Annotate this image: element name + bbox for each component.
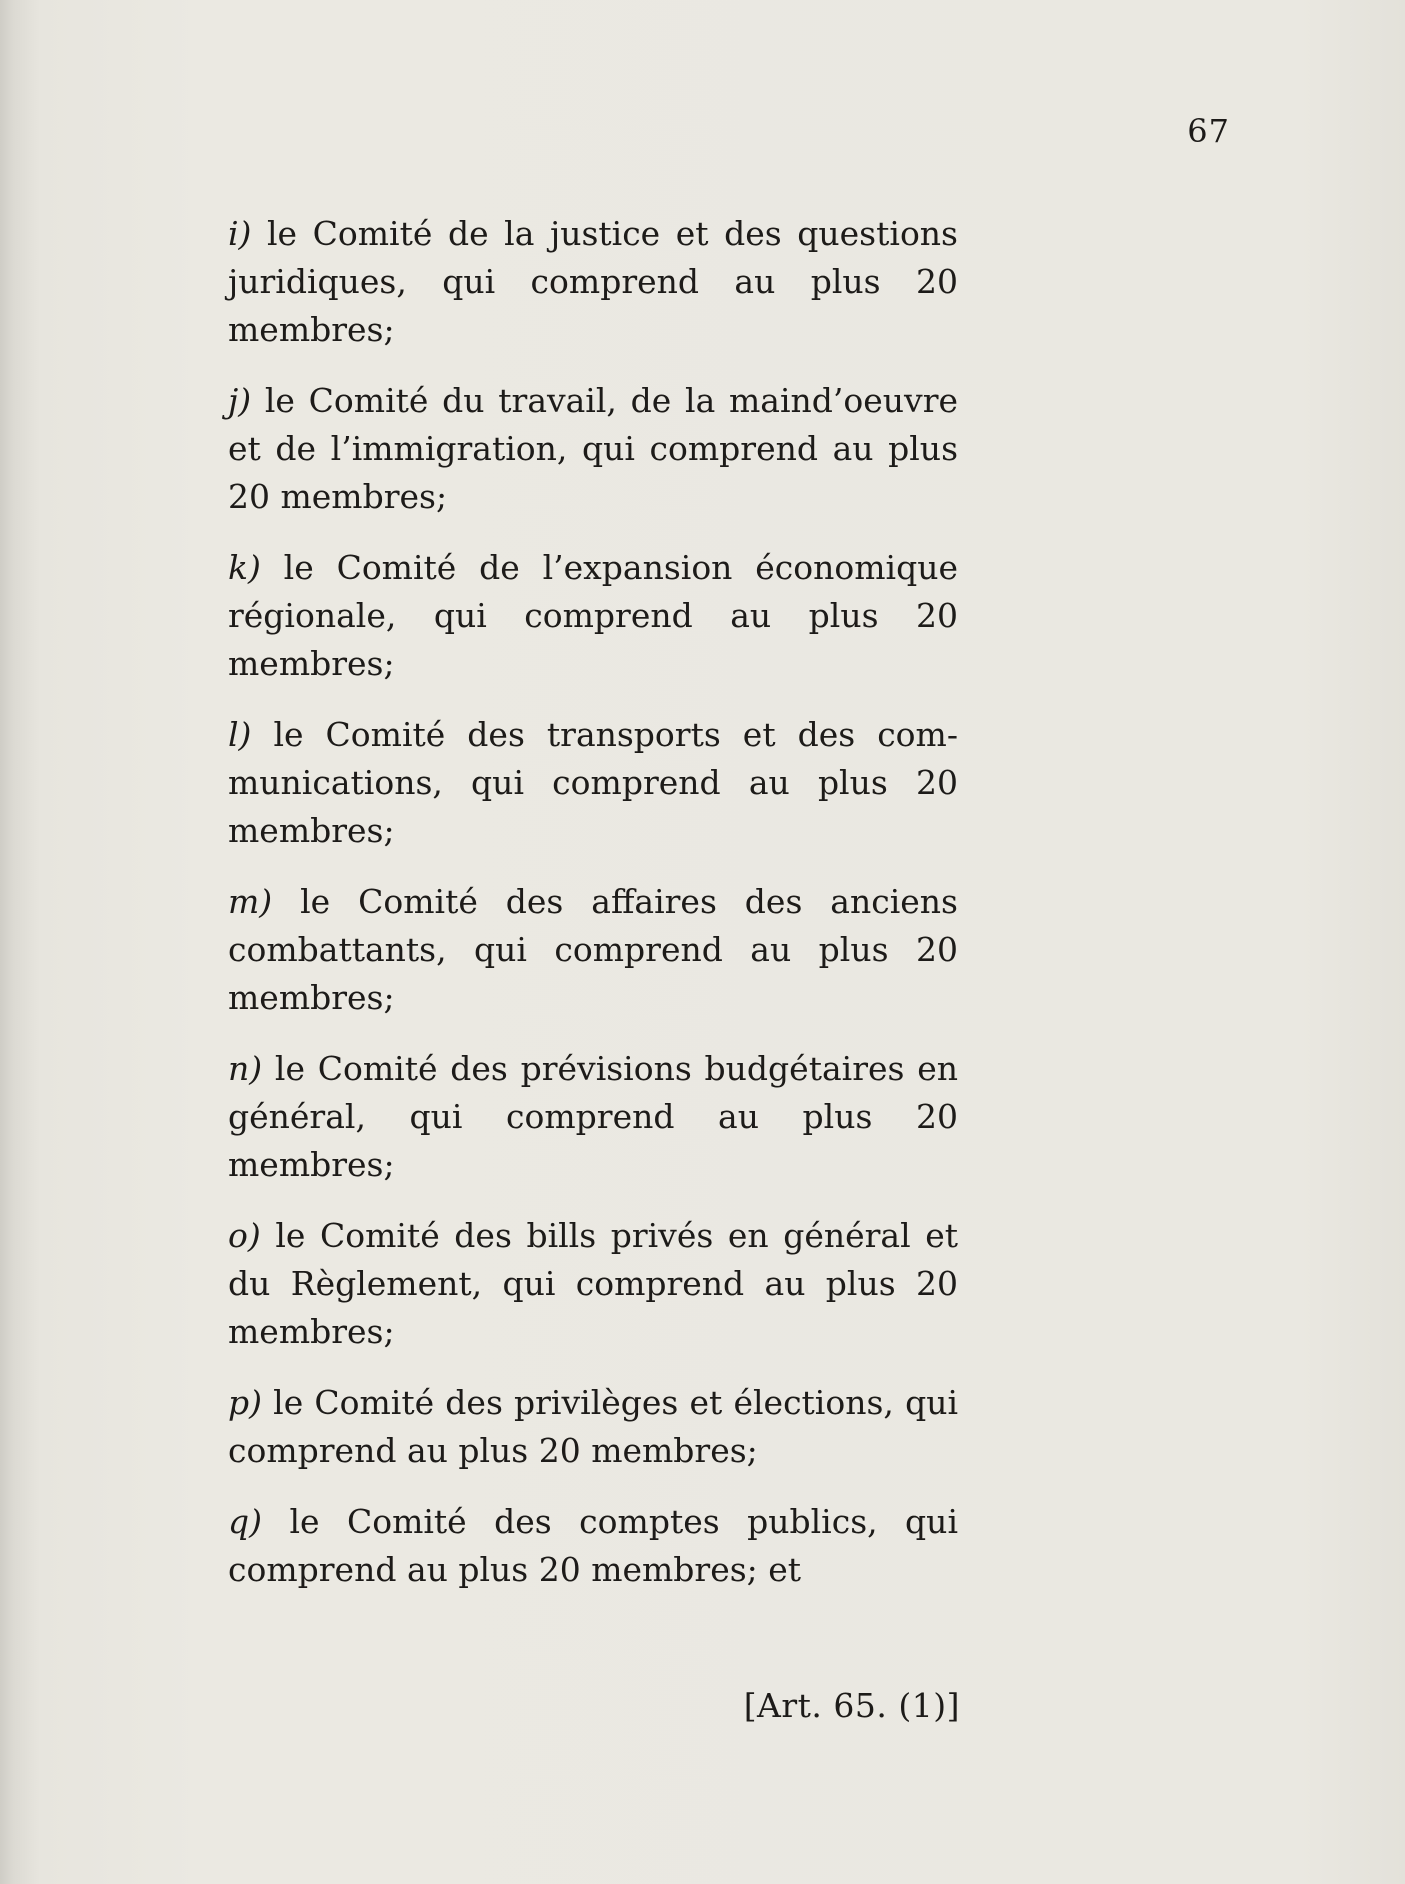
list-item bbox=[228, 210, 958, 354]
list-item bbox=[228, 878, 958, 1022]
item-text: le Comité de l’expansion économique régionale, qui comprend au plus 20 membres; bbox=[228, 548, 958, 683]
item-text: le Comité des privilèges et élections, qui comprend au plus 20 membres; bbox=[228, 1383, 958, 1470]
item-letter: q) bbox=[228, 1502, 262, 1541]
page-number: 67 bbox=[1187, 112, 1230, 150]
item-text: le Comité des transports et des communications, qui comprend au plus 20 membres; bbox=[228, 715, 958, 850]
article-reference: [Art. 65. (1)] bbox=[743, 1686, 960, 1725]
list-item bbox=[228, 1379, 958, 1475]
committee-list bbox=[228, 210, 958, 1594]
list-item bbox=[228, 377, 958, 521]
item-letter: m) bbox=[228, 882, 273, 921]
item-letter: l) bbox=[228, 715, 252, 754]
item-text: le Comité des affaires des anciens combattants, qui comprend au plus 20 membres; bbox=[228, 882, 958, 1017]
list-item bbox=[228, 544, 958, 688]
item-text: le Comité des prévisions budgétaires en général, qui comprend au plus 20 membres; bbox=[228, 1049, 958, 1184]
item-letter: p) bbox=[228, 1383, 262, 1422]
list-item bbox=[228, 1212, 958, 1356]
item-text: le Comité des bills privés en général et du Règlement, qui comprend au plus 20 membres; bbox=[228, 1216, 958, 1351]
item-letter: i) bbox=[228, 214, 252, 253]
item-text: le Comité du travail, de la maind’oeuvre et de l’immigration, qui comprend au plus 20 membres; bbox=[228, 381, 958, 516]
item-text: le Comité des comptes publics, qui comprend au plus 20 membres; et bbox=[228, 1502, 958, 1589]
list-item bbox=[228, 1498, 958, 1594]
item-letter: j) bbox=[228, 381, 252, 420]
item-text: le Comité de la justice et des questions juridiques, qui comprend au plus 20 membres; bbox=[228, 214, 958, 349]
item-letter: k) bbox=[228, 548, 261, 587]
item-letter: n) bbox=[228, 1049, 263, 1088]
list-item bbox=[228, 1045, 958, 1189]
item-letter: o) bbox=[228, 1216, 261, 1255]
list-item bbox=[228, 711, 958, 855]
